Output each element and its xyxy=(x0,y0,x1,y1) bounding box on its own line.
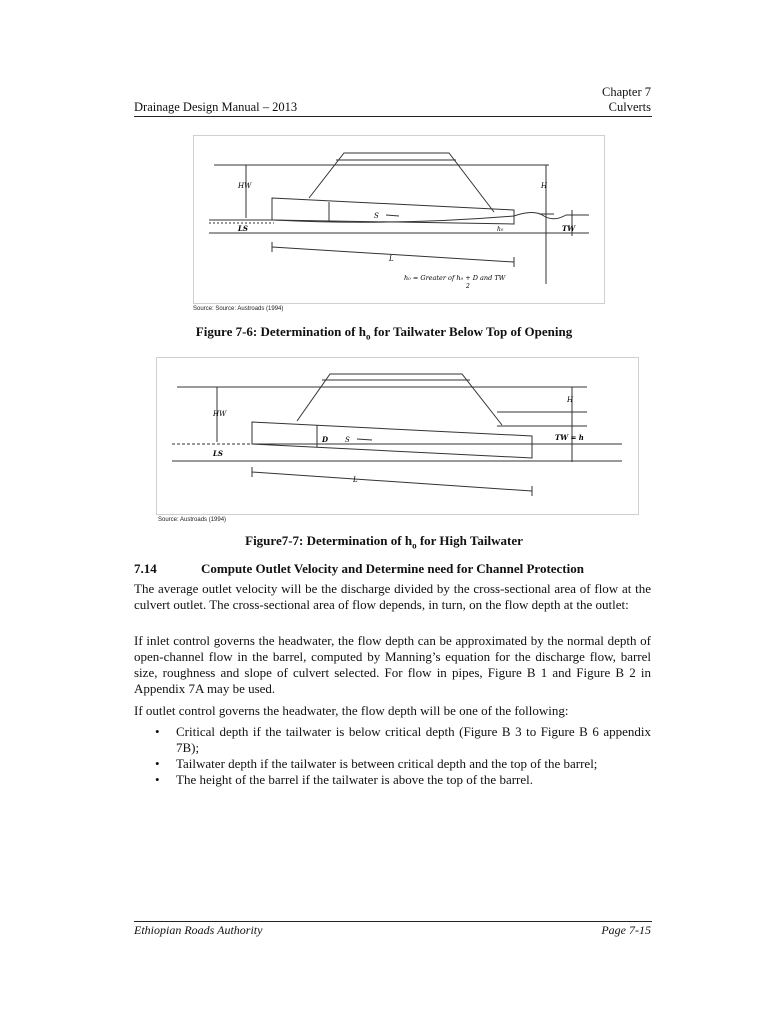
fig2-d-label: D xyxy=(322,435,329,444)
caption-text: Figure7-7: Determination of h xyxy=(245,533,413,548)
footer-authority: Ethiopian Roads Authority xyxy=(134,923,263,937)
fig2-hw-label: HW xyxy=(213,410,227,418)
caption-text: Figure 7-6: Determination of h xyxy=(195,324,366,339)
chapter-label: Chapter 7 xyxy=(602,85,651,99)
fig1-formula-denominator: 2 xyxy=(466,283,470,290)
header-rule xyxy=(134,116,652,117)
section-label: Culverts xyxy=(608,100,651,114)
list-item xyxy=(134,772,651,788)
depth-options-list xyxy=(134,724,651,788)
caption-text-end: for Tailwater Below Top of Opening xyxy=(370,324,573,339)
list-item xyxy=(134,756,651,772)
list-item-text: Tailwater depth if the tailwater is between critical depth and the top of the barrel; xyxy=(176,756,598,771)
fig2-ls-label: LS xyxy=(213,449,223,458)
footer-rule xyxy=(134,921,652,922)
fig1-l-label: L xyxy=(389,255,394,263)
fig1-s-label: S xyxy=(374,212,379,220)
paragraph-3: If outlet control governs the headwater, the flow depth will be one of the following: xyxy=(134,703,569,718)
paragraph-2: If inlet control governs the headwater, the flow depth can be approximated by the normal depth of open-channel flow in the barrel, computed by Manning’s equation for the discharge flow, barrel size, roughness and slope of culvert selected. For flow in pipes, Figure B 1 and Figure B 2 in Appendix 7A may be used. xyxy=(134,633,651,696)
bullet-icon: • xyxy=(155,756,160,771)
figure-7-6-source: Source: Source: Austroads (1994) xyxy=(193,306,284,312)
list-item-text: Critical depth if the tailwater is below critical depth (Figure B 3 to Figure B 6 appendix 7B); xyxy=(176,724,651,755)
figure-7-7-diagram xyxy=(157,358,638,514)
fig1-hw-label: HW xyxy=(238,182,252,190)
manual-title: Drainage Design Manual – 2013 xyxy=(134,100,298,114)
figure-7-7-source: Source: Austroads (1994) xyxy=(158,517,227,523)
fig2-l-label: L xyxy=(353,476,358,484)
fig1-tw-label: TW xyxy=(562,224,576,233)
caption-subscript: o xyxy=(365,331,371,342)
section-title: Compute Outlet Velocity and Determine need for Channel Protection xyxy=(201,561,584,576)
footer-page-number: Page 7-15 xyxy=(601,923,651,937)
page-header-right xyxy=(602,85,651,115)
fig1-ho-label: h₀ xyxy=(497,226,504,233)
figure-7-6 xyxy=(193,135,605,304)
figure-7-6-diagram xyxy=(194,136,604,303)
figure-7-7-caption xyxy=(0,533,768,551)
bullet-icon: • xyxy=(155,772,160,787)
figure-7-7 xyxy=(156,357,639,515)
fig1-formula: h₀ = Greater of h₀ + D and TW xyxy=(404,274,506,282)
list-item-text: The height of the barrel if the tailwater is above the top of the barrel. xyxy=(176,772,533,787)
list-item xyxy=(134,724,651,756)
fig1-ls-label: LS xyxy=(238,224,248,233)
section-heading xyxy=(134,561,654,577)
section-number: 7.14 xyxy=(134,561,157,576)
fig2-tw-label: TW = h xyxy=(555,433,584,442)
caption-subscript: o xyxy=(412,540,417,551)
figure-7-6-caption xyxy=(0,324,768,342)
paragraph-1: The average outlet velocity will be the discharge divided by the cross-sectional area of flow at the culvert outlet. The cross-sectional area of flow depends, in turn, on the flow depth at the outlet: xyxy=(134,581,651,612)
fig2-h-label: H xyxy=(567,396,574,404)
fig1-h-label: H xyxy=(541,182,548,190)
fig2-s-label: S xyxy=(345,436,350,444)
bullet-icon: • xyxy=(155,724,160,739)
caption-text-end: for High Tailwater xyxy=(416,533,523,548)
